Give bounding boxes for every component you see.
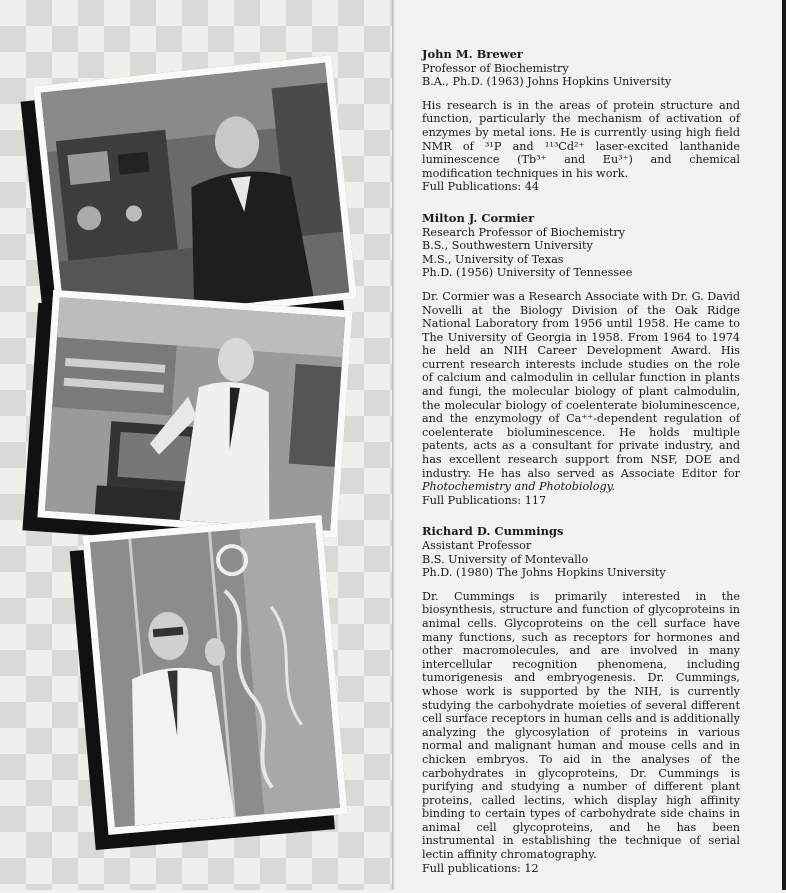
bio-degree: M.S., University of Texas bbox=[422, 252, 564, 266]
photo-brewer bbox=[33, 55, 357, 330]
bio-body: His research is in the areas of protein structure and function, particularly the mechanism of activation of enzymes by metal ions. He is currently using high field NMR of ³¹P and ¹¹³Cd²⁺ laser-excited lanthanide luminescence (Tb³⁺ and Eu³⁺) and chemical modification techniques in his work. bbox=[422, 98, 740, 180]
bio-degree: B.S., Southwestern University bbox=[422, 239, 593, 253]
photo-brewer-wrap bbox=[33, 55, 357, 330]
bio-degree: Ph.D. (1980) The Johns Hopkins University bbox=[422, 566, 666, 580]
bio-degree: B.A., Ph.D. (1963) Johns Hopkins University bbox=[422, 75, 672, 89]
bio-body-text: Dr. Cormier was a Research Associate with Dr. G. David Novelli at the Biology Division of the Oak Ridge National Laboratory from 1956 until 1958. He came to The University of Georgia in 1958. From 1964 to 1974 he held an NIH Career Development Award. His current research interests include studies on the role of calcium and calmodulin in cellular function in plants and fungi, the molecular biology of plant calmodulin, the molecular biology of coelenterate bioluminescence, and the enzymology of Ca⁺⁺-dependent regulation of coelenterate bioluminescence. He holds multiple patents, acts as a consultant for private industry, and has excellent research support from NSF, DOE and industry. He has also served as Associate Editor for bbox=[422, 289, 740, 480]
photo-cummings-wrap bbox=[82, 515, 347, 835]
bio-brewer bbox=[422, 48, 740, 194]
bio-name: John M. Brewer bbox=[422, 47, 523, 61]
page-gutter bbox=[392, 0, 395, 890]
page-edge bbox=[782, 0, 786, 890]
bio-cummings bbox=[422, 525, 740, 875]
bio-name: Milton J. Cormier bbox=[422, 210, 535, 225]
photo-cormier-wrap bbox=[37, 290, 352, 538]
bio-publications: Full Publications: 44 bbox=[422, 180, 539, 194]
photo-cormier bbox=[37, 290, 352, 538]
bio-body: Dr. Cummings is primarily interested in the biosynthesis, structure and function of glycoproteins in animal cells. Glycoproteins on the cell surface have many functions, such as receptors for hormones and other macromolecules, and are involved in many intercellular recognition phenomena, including tumorigenesis and embryogenesis. Dr. Cummings, whose work is supported by the NIH, is currently studying the carbohydrate moieties of several different cell surface receptors in human cells and is additionally analyzing the glycosylation of proteins in various normal and malignant human and mouse cells and in chicken embryos. To aid in the analyses of the carbohydrates in glycoproteins, Dr. Cummings is purifying and studying a number of different plant proteins, called lectins, which display high affinity binding to certain types of carbohydrate side chains in animal cell glycoproteins, and he has been instrumental in establishing the technique of serial lectin affinity chromatography. bbox=[422, 589, 740, 862]
bio-publications: Full publications: 12 bbox=[422, 861, 539, 875]
photo-cummings bbox=[82, 515, 347, 835]
bio-degree: B.S. University of Montevallo bbox=[422, 552, 589, 566]
bio-publications: Full Publications: 117 bbox=[422, 493, 547, 507]
bio-title: Assistant Professor bbox=[422, 539, 532, 552]
bio-body bbox=[422, 290, 740, 494]
bio-cormier bbox=[422, 212, 740, 507]
bio-column bbox=[422, 48, 740, 893]
journal-title: Photochemistry and Photobiology. bbox=[422, 480, 616, 494]
bio-title: Research Professor of Biochemistry bbox=[422, 225, 626, 239]
bio-title: Professor of Biochemistry bbox=[422, 61, 569, 75]
bio-degree: Ph.D. (1956) University of Tennessee bbox=[422, 266, 633, 280]
bio-name: Richard D. Cummings bbox=[422, 524, 564, 539]
